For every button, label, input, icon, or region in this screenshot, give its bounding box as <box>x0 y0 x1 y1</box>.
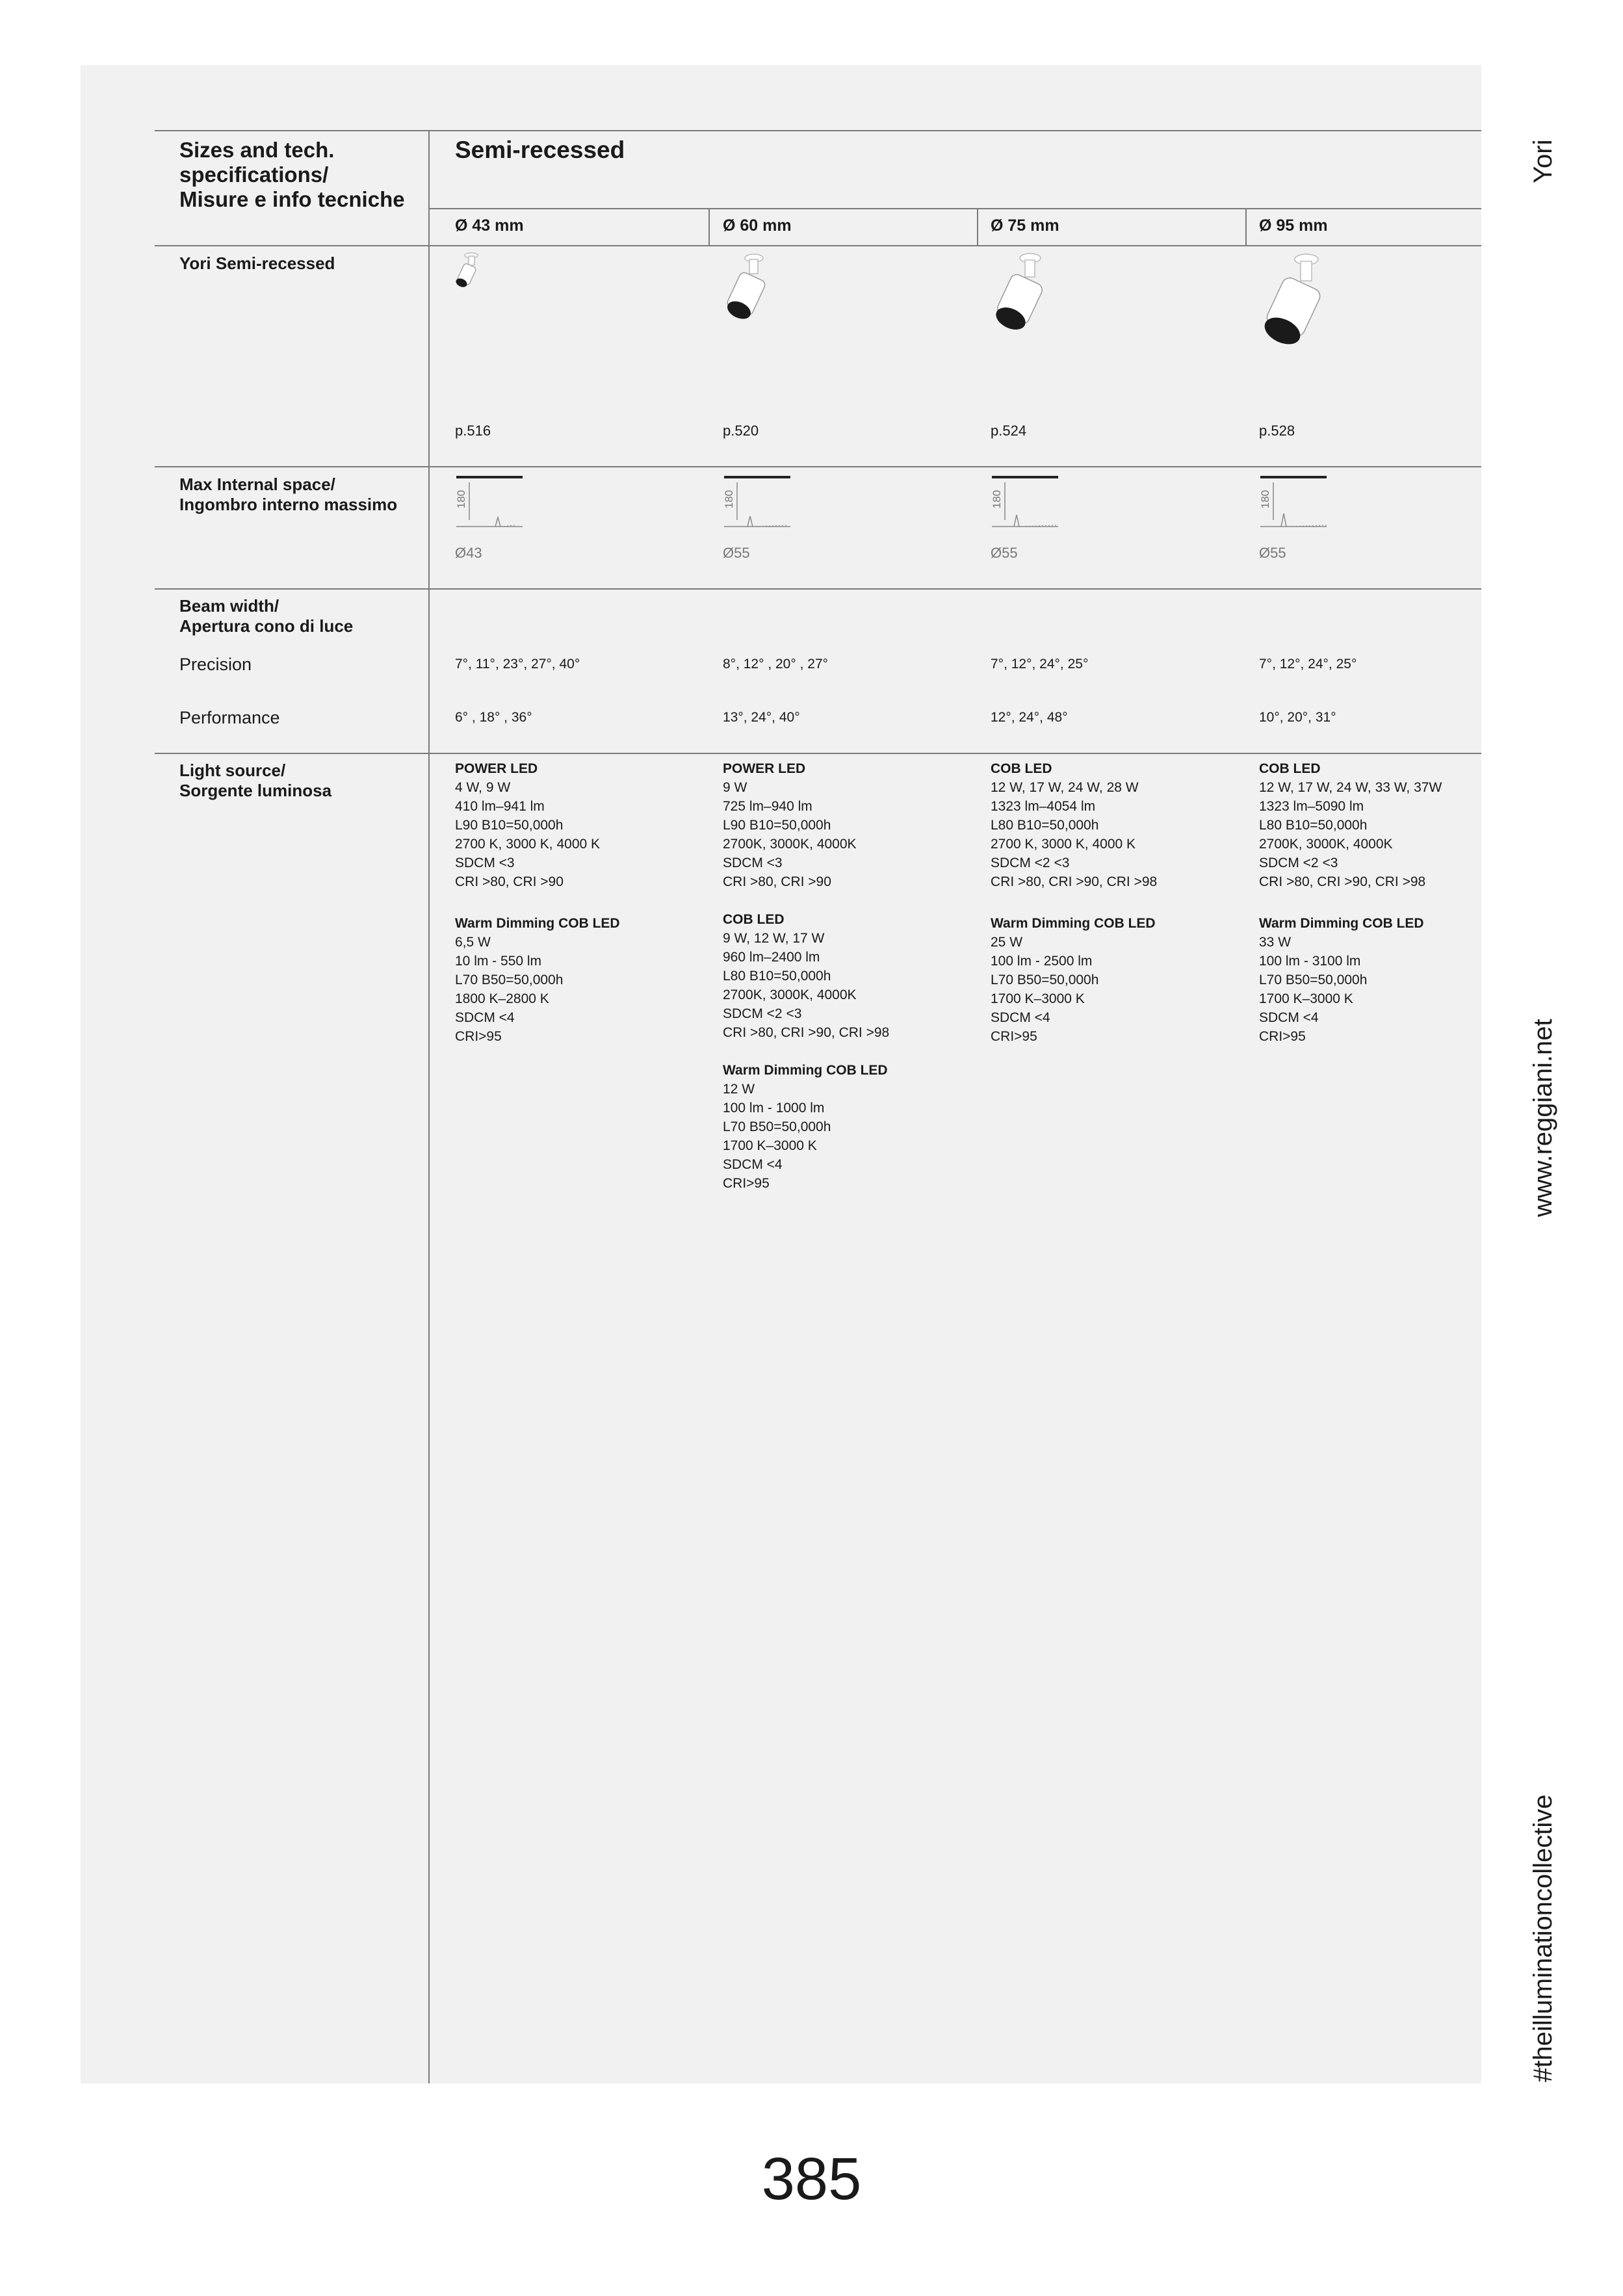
performance-43: 6° , 18° , 36° <box>455 710 532 725</box>
spec-line: L70 B50=50,000h <box>1259 972 1368 987</box>
led-block-title: Warm Dimming COB LED <box>723 1063 888 1078</box>
spec-line: SDCM <3 <box>455 855 515 870</box>
spec-line: 1323 lm–4054 lm <box>991 799 1096 814</box>
spec-line: SDCM <2 <3 <box>991 855 1070 870</box>
dimension-height-43: 180 <box>455 489 468 509</box>
spec-line: 1323 lm–5090 lm <box>1259 799 1364 814</box>
lamp-95-image <box>1251 250 1336 354</box>
spec-line: 12 W <box>723 1082 755 1097</box>
spec-line: 1800 K–2800 K <box>455 991 549 1006</box>
spec-line: SDCM <2 <3 <box>1259 855 1338 870</box>
lamp-43-image <box>448 250 487 302</box>
spec-line: SDCM <4 <box>1259 1010 1319 1025</box>
spec-line: SDCM <4 <box>455 1010 515 1025</box>
column-header-60: Ø 60 mm <box>723 216 792 235</box>
spec-line: L70 B50=50,000h <box>723 1119 831 1134</box>
spec-line: 2700K, 3000K, 4000K <box>1259 837 1393 852</box>
sidebar-website[interactable]: www.reggiani.net <box>1529 1019 1557 1217</box>
light-source-col-43 <box>455 759 620 1046</box>
spec-line: CRI>95 <box>991 1029 1037 1044</box>
page-ref-43: p.516 <box>455 423 491 439</box>
spec-line: 10 lm - 550 lm <box>455 954 542 969</box>
spec-line: L80 B10=50,000h <box>723 969 831 984</box>
performance-95: 10°, 20°, 31° <box>1259 710 1336 725</box>
spec-line: SDCM <4 <box>723 1157 783 1172</box>
led-block <box>455 914 620 1046</box>
beam-width-label <box>179 596 353 636</box>
lamp-75-image <box>985 250 1056 341</box>
spec-line: CRI>95 <box>723 1176 770 1191</box>
spec-line: 1700 K–3000 K <box>723 1138 817 1153</box>
light-source-col-60 <box>723 759 889 1193</box>
spec-line: CRI>95 <box>1259 1029 1306 1044</box>
dimension-drawing-95 <box>1259 475 1331 533</box>
spec-line: 1700 K–3000 K <box>1259 991 1353 1006</box>
sidebar-hashtag: #theilluminationcollective <box>1529 1794 1557 2082</box>
spec-line: CRI >80, CRI >90, CRI >98 <box>1259 874 1426 889</box>
spec-line: 6,5 W <box>455 935 491 950</box>
column-header-95: Ø 95 mm <box>1259 216 1328 235</box>
spec-line: 725 lm–940 lm <box>723 799 812 814</box>
led-block-title: Warm Dimming COB LED <box>991 916 1156 931</box>
spec-line: L70 B50=50,000h <box>455 972 564 987</box>
spec-line: L80 B10=50,000h <box>1259 818 1368 833</box>
column-header-75: Ø 75 mm <box>991 216 1059 235</box>
led-block <box>991 759 1157 891</box>
page-number: 385 <box>761 2146 862 2212</box>
internal-space-label <box>179 475 397 515</box>
column-header-bottom-rule <box>155 245 1481 246</box>
page-ref-75: p.524 <box>991 423 1027 439</box>
dimension-height-95: 180 <box>1259 489 1272 509</box>
row-rule-beam <box>155 588 1481 590</box>
section-title-line-2: specifications/ <box>179 163 329 187</box>
led-block-title: Warm Dimming COB LED <box>1259 916 1424 931</box>
light-source-label-line-1: Light source/ <box>179 761 286 780</box>
dimension-height-60: 180 <box>723 489 736 509</box>
led-block-title: Warm Dimming COB LED <box>455 916 620 931</box>
spec-line: 4 W, 9 W <box>455 780 511 795</box>
led-block-title: POWER LED <box>723 761 806 776</box>
precision-75: 7°, 12°, 24°, 25° <box>991 657 1089 672</box>
light-source-col-95 <box>1259 759 1442 1046</box>
performance-60: 13°, 24°, 40° <box>723 710 800 725</box>
dimension-drawing-75 <box>991 475 1062 533</box>
spec-line: 1700 K–3000 K <box>991 991 1085 1006</box>
diameter-95: Ø55 <box>1259 545 1286 561</box>
column-divider-2 <box>977 208 978 245</box>
spec-line: 2700 K, 3000 K, 4000 K <box>991 837 1136 852</box>
lamp-60-image <box>718 250 777 335</box>
spec-line: 2700K, 3000K, 4000K <box>723 837 857 852</box>
led-block <box>723 1061 889 1193</box>
spec-line: SDCM <3 <box>723 855 783 870</box>
row-rule-light-source <box>155 753 1481 754</box>
precision-label: Precision <box>179 655 252 674</box>
precision-43: 7°, 11°, 23°, 27°, 40° <box>455 657 580 672</box>
dimension-drawing-43 <box>455 475 526 533</box>
spec-line: L70 B50=50,000h <box>991 972 1099 987</box>
spec-line: SDCM <4 <box>991 1010 1050 1025</box>
column-divider-3 <box>1245 208 1247 245</box>
spec-line: 100 lm - 1000 lm <box>723 1101 825 1115</box>
internal-space-label-line-2: Ingombro interno massimo <box>179 495 398 514</box>
spec-line: CRI >80, CRI >90, CRI >98 <box>723 1025 890 1040</box>
spec-line: L90 B10=50,000h <box>723 818 831 833</box>
dimension-drawing-60 <box>723 475 794 533</box>
precision-60: 8°, 12° , 20° , 27° <box>723 657 829 672</box>
spec-line: 2700K, 3000K, 4000K <box>723 987 857 1002</box>
spec-line: 9 W <box>723 780 747 795</box>
spec-line: 100 lm - 3100 lm <box>1259 954 1361 969</box>
spec-line: 12 W, 17 W, 24 W, 28 W <box>991 780 1139 795</box>
page-ref-95: p.528 <box>1259 423 1295 439</box>
section-title-line-3: Misure e info tecniche <box>179 187 405 211</box>
light-source-label-line-2: Sorgente luminosa <box>179 781 332 800</box>
spec-line: 25 W <box>991 935 1023 950</box>
spec-line: L80 B10=50,000h <box>991 818 1099 833</box>
spec-line: 33 W <box>1259 935 1292 950</box>
light-source-col-75 <box>991 759 1157 1046</box>
spec-line: CRI >80, CRI >90 <box>455 874 564 889</box>
spec-line: SDCM <2 <3 <box>723 1006 802 1021</box>
led-block <box>723 759 889 891</box>
performance-label: Performance <box>179 708 280 727</box>
spec-line: 960 lm–2400 lm <box>723 950 820 965</box>
category-title: Semi-recessed <box>455 137 625 163</box>
header-top-rule <box>155 130 1481 131</box>
spec-line: CRI>95 <box>455 1029 502 1044</box>
led-block <box>1259 914 1442 1046</box>
led-block-title: COB LED <box>991 761 1052 776</box>
sidebar-product-name: Yori <box>1529 139 1557 183</box>
led-block <box>723 910 889 1042</box>
spec-line: L90 B10=50,000h <box>455 818 564 833</box>
spec-line: CRI >80, CRI >90 <box>723 874 831 889</box>
led-block-title: COB LED <box>723 912 785 927</box>
label-column-divider <box>428 130 430 2083</box>
row-rule-internal-space <box>155 466 1481 467</box>
led-block-title: POWER LED <box>455 761 538 776</box>
spec-line: 12 W, 17 W, 24 W, 33 W, 37W <box>1259 780 1442 795</box>
section-title-line-1: Sizes and tech. <box>179 138 335 162</box>
spec-line: CRI >80, CRI >90, CRI >98 <box>991 874 1158 889</box>
beam-width-label-line-2: Apertura cono di luce <box>179 616 354 636</box>
light-source-label <box>179 761 331 801</box>
diameter-75: Ø55 <box>991 545 1018 561</box>
product-row-label: Yori Semi-recessed <box>179 254 335 273</box>
precision-95: 7°, 12°, 24°, 25° <box>1259 657 1357 672</box>
led-block <box>991 914 1157 1046</box>
diameter-43: Ø43 <box>455 545 482 561</box>
column-header-top-rule <box>429 208 1481 209</box>
led-block <box>455 759 620 891</box>
page-ref-60: p.520 <box>723 423 759 439</box>
column-header-43: Ø 43 mm <box>455 216 524 235</box>
spec-line: 100 lm - 2500 lm <box>991 954 1093 969</box>
spec-line: 2700 K, 3000 K, 4000 K <box>455 837 601 852</box>
spec-line: 410 lm–941 lm <box>455 799 545 814</box>
column-divider-1 <box>708 208 710 245</box>
performance-75: 12°, 24°, 48° <box>991 710 1068 725</box>
section-title <box>179 138 405 212</box>
spec-line: 9 W, 12 W, 17 W <box>723 931 825 946</box>
led-block <box>1259 759 1442 891</box>
led-block-title: COB LED <box>1259 761 1321 776</box>
internal-space-label-line-1: Max Internal space/ <box>179 475 335 494</box>
beam-width-label-line-1: Beam width/ <box>179 596 279 616</box>
diameter-60: Ø55 <box>723 545 750 561</box>
dimension-height-75: 180 <box>991 489 1004 509</box>
